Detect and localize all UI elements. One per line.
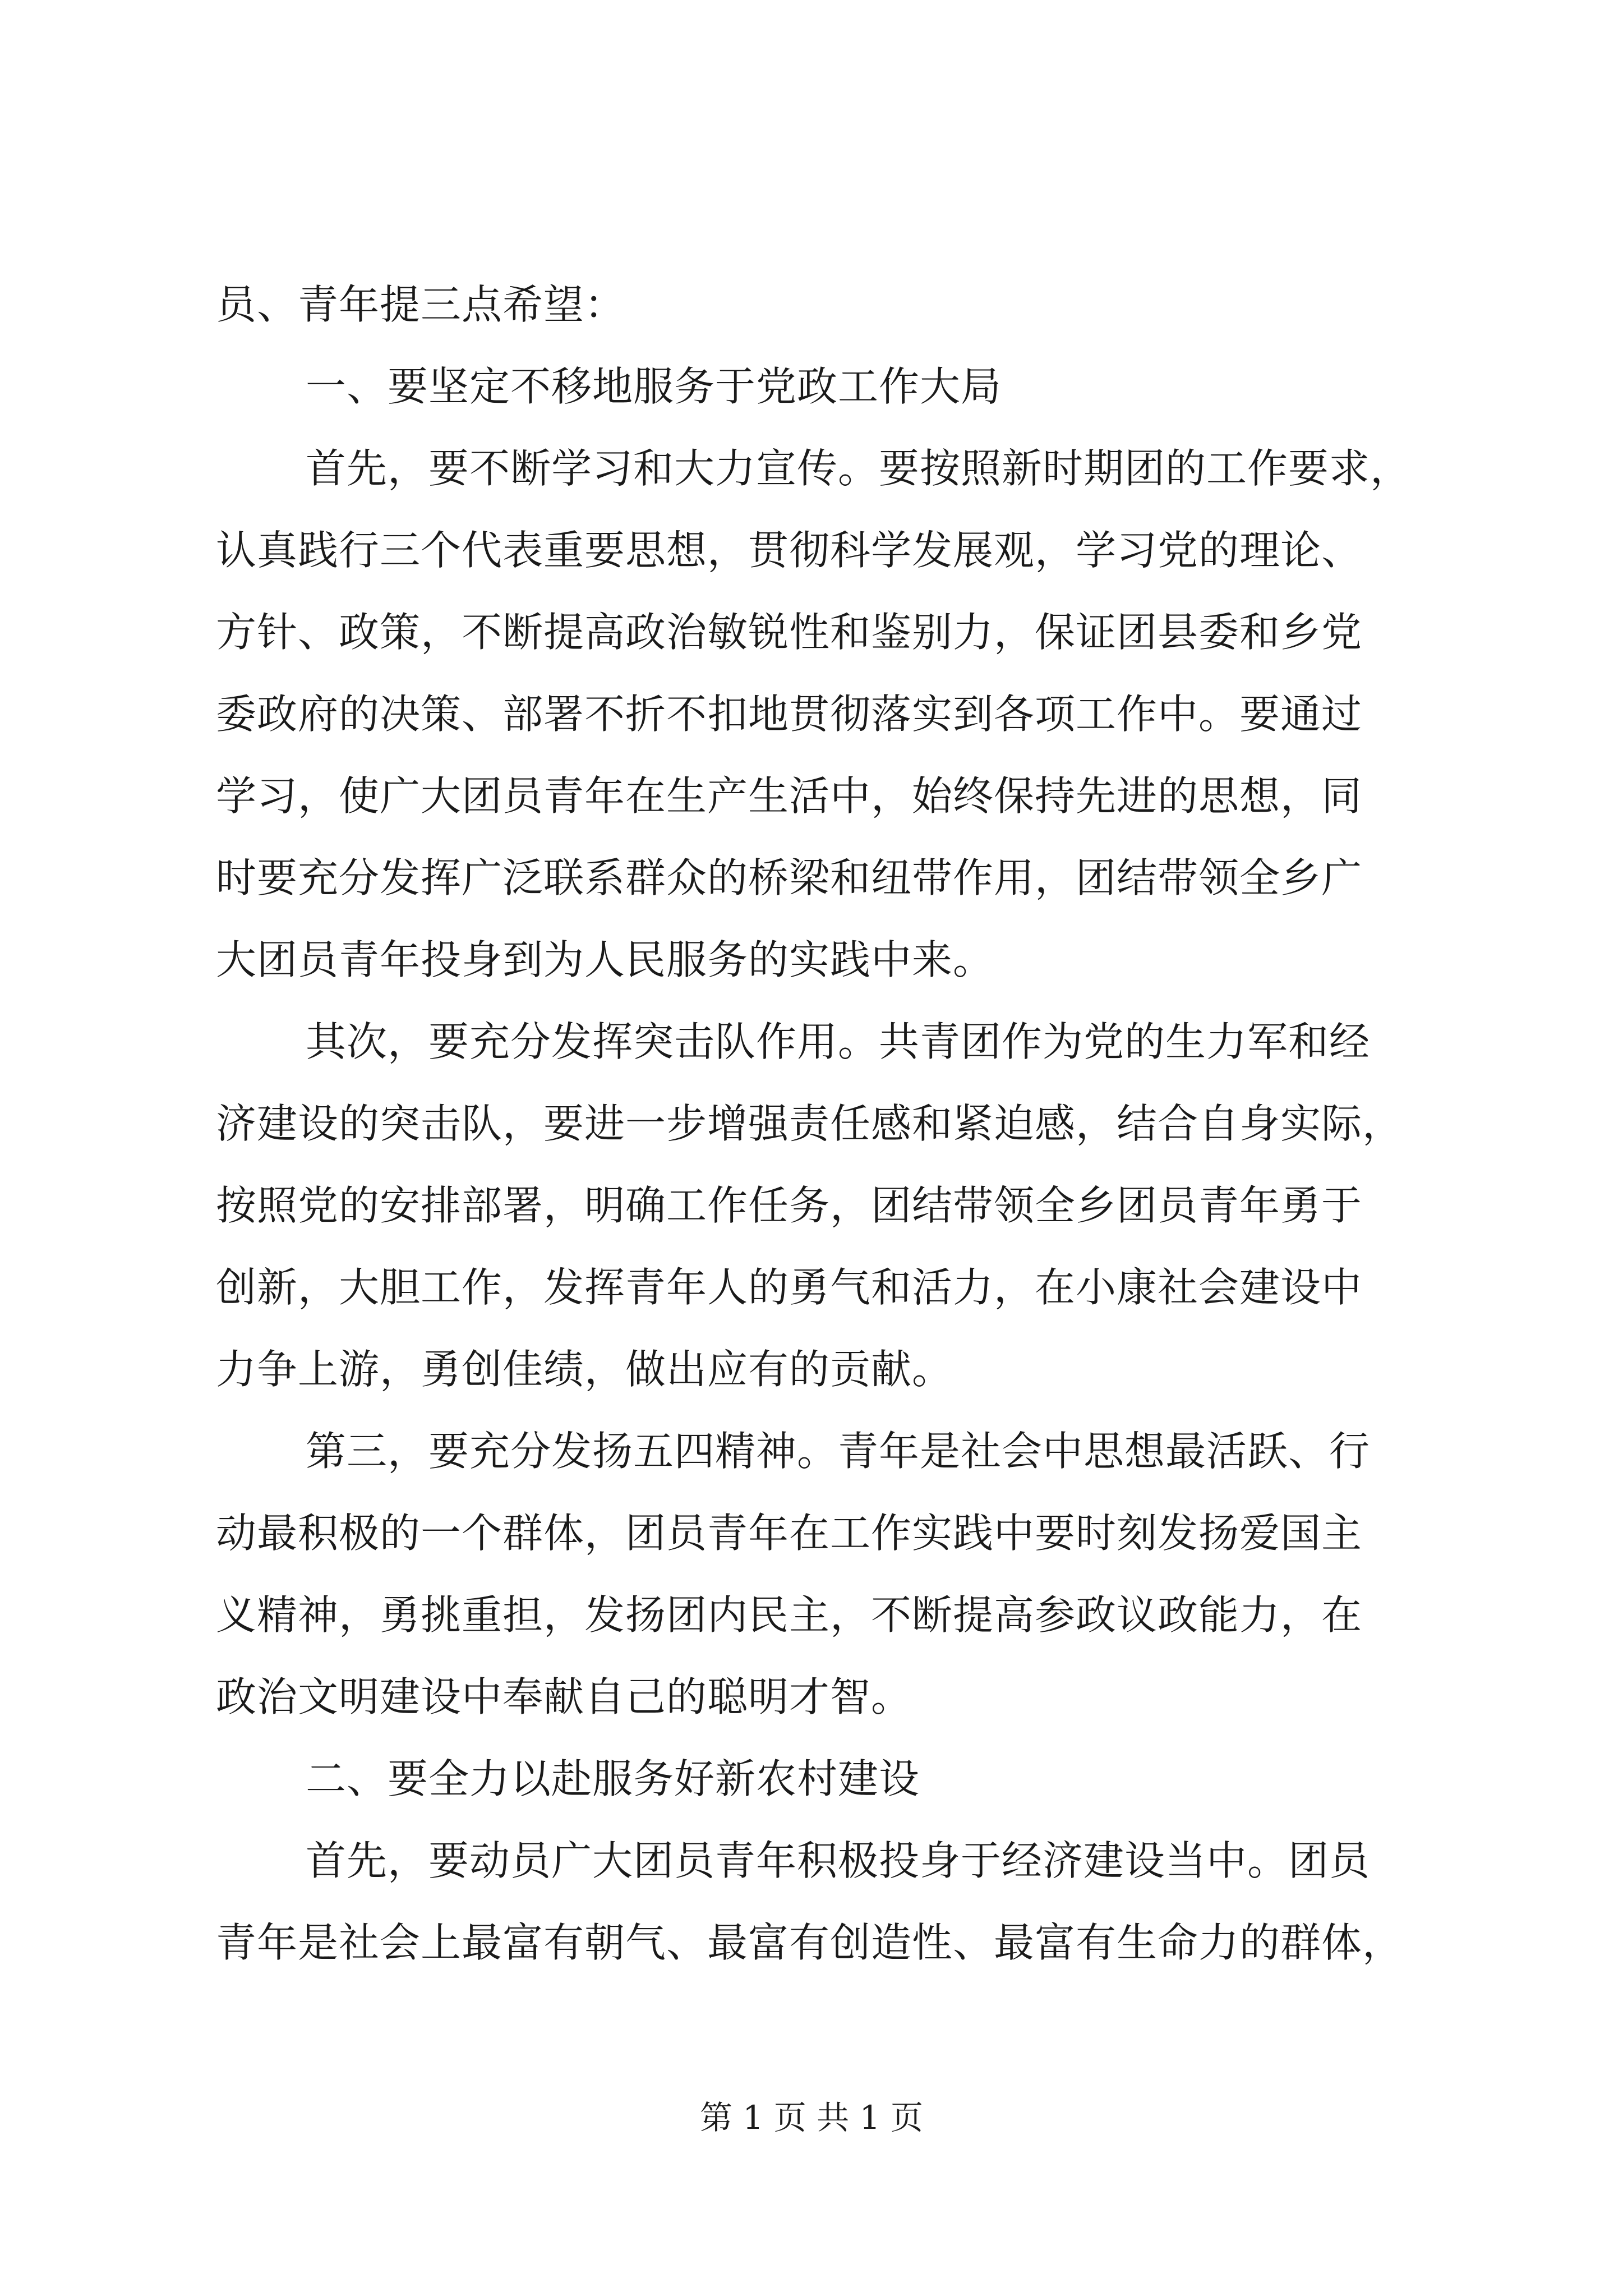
paragraph-line: 时要充分发挥广泛联系群众的桥梁和纽带作用，团结带领全乡广: [216, 854, 1363, 901]
page-footer: 第 1 页 共 1 页: [700, 2099, 923, 2137]
paragraph-line: 首先，要不断学习和大力宣传。要按照新时期团的工作要求，: [306, 445, 1412, 492]
paragraph-line: 委政府的决策、部署不折不扣地贯彻落实到各项工作中。要通过: [216, 691, 1363, 738]
paragraph-line: 济建设的突击队，要进一步增强责任感和紧迫感，结合自身实际，: [216, 1100, 1404, 1147]
paragraph-line: 力争上游，勇创佳绩，做出应有的贡献。: [216, 1346, 953, 1393]
paragraph-line: 动最积极的一个群体，团员青年在工作实践中要时刻发扬爱国主: [216, 1510, 1363, 1557]
paragraph-line: 义精神，勇挑重担，发扬团内民主，不断提高参政议政能力，在: [216, 1591, 1363, 1639]
paragraph-line: 创新，大胆工作，发挥青年人的勇气和活力，在小康社会建设中: [216, 1264, 1363, 1311]
text-line: 员、青年提三点希望：: [216, 281, 626, 328]
paragraph-line: 其次，要充分发挥突击队作用。共青团作为党的生力军和经: [306, 1018, 1371, 1065]
section-heading-1: 一、要坚定不移地服务于党政工作大局: [306, 363, 1002, 410]
paragraph-line: 第三，要充分发扬五四精神。青年是社会中思想最活跃、行: [306, 1428, 1371, 1475]
paragraph-line: 学习，使广大团员青年在生产生活中，始终保持先进的思想，同: [216, 772, 1363, 820]
paragraph-line: 大团员青年投身到为人民服务的实践中来。: [216, 936, 994, 983]
paragraph-line: 认真践行三个代表重要思想，贯彻科学发展观，学习党的理论、: [216, 527, 1363, 574]
section-heading-2: 二、要全力以赴服务好新农村建设: [306, 1755, 920, 1802]
body-text: [216, 264, 1422, 1984]
paragraph-line: 按照党的安排部署，明确工作任务，团结带领全乡团员青年勇于: [216, 1182, 1363, 1229]
paragraph-line: 方针、政策，不断提高政治敏锐性和鉴别力，保证团县委和乡党: [216, 609, 1363, 656]
paragraph-line: 青年是社会上最富有朝气、最富有创造性、最富有生命力的群体，: [216, 1919, 1404, 1966]
paragraph-line: 首先，要动员广大团员青年积极投身于经济建设当中。团员: [306, 1837, 1371, 1884]
paragraph-line: 政治文明建设中奉献自己的聪明才智。: [216, 1673, 912, 1720]
